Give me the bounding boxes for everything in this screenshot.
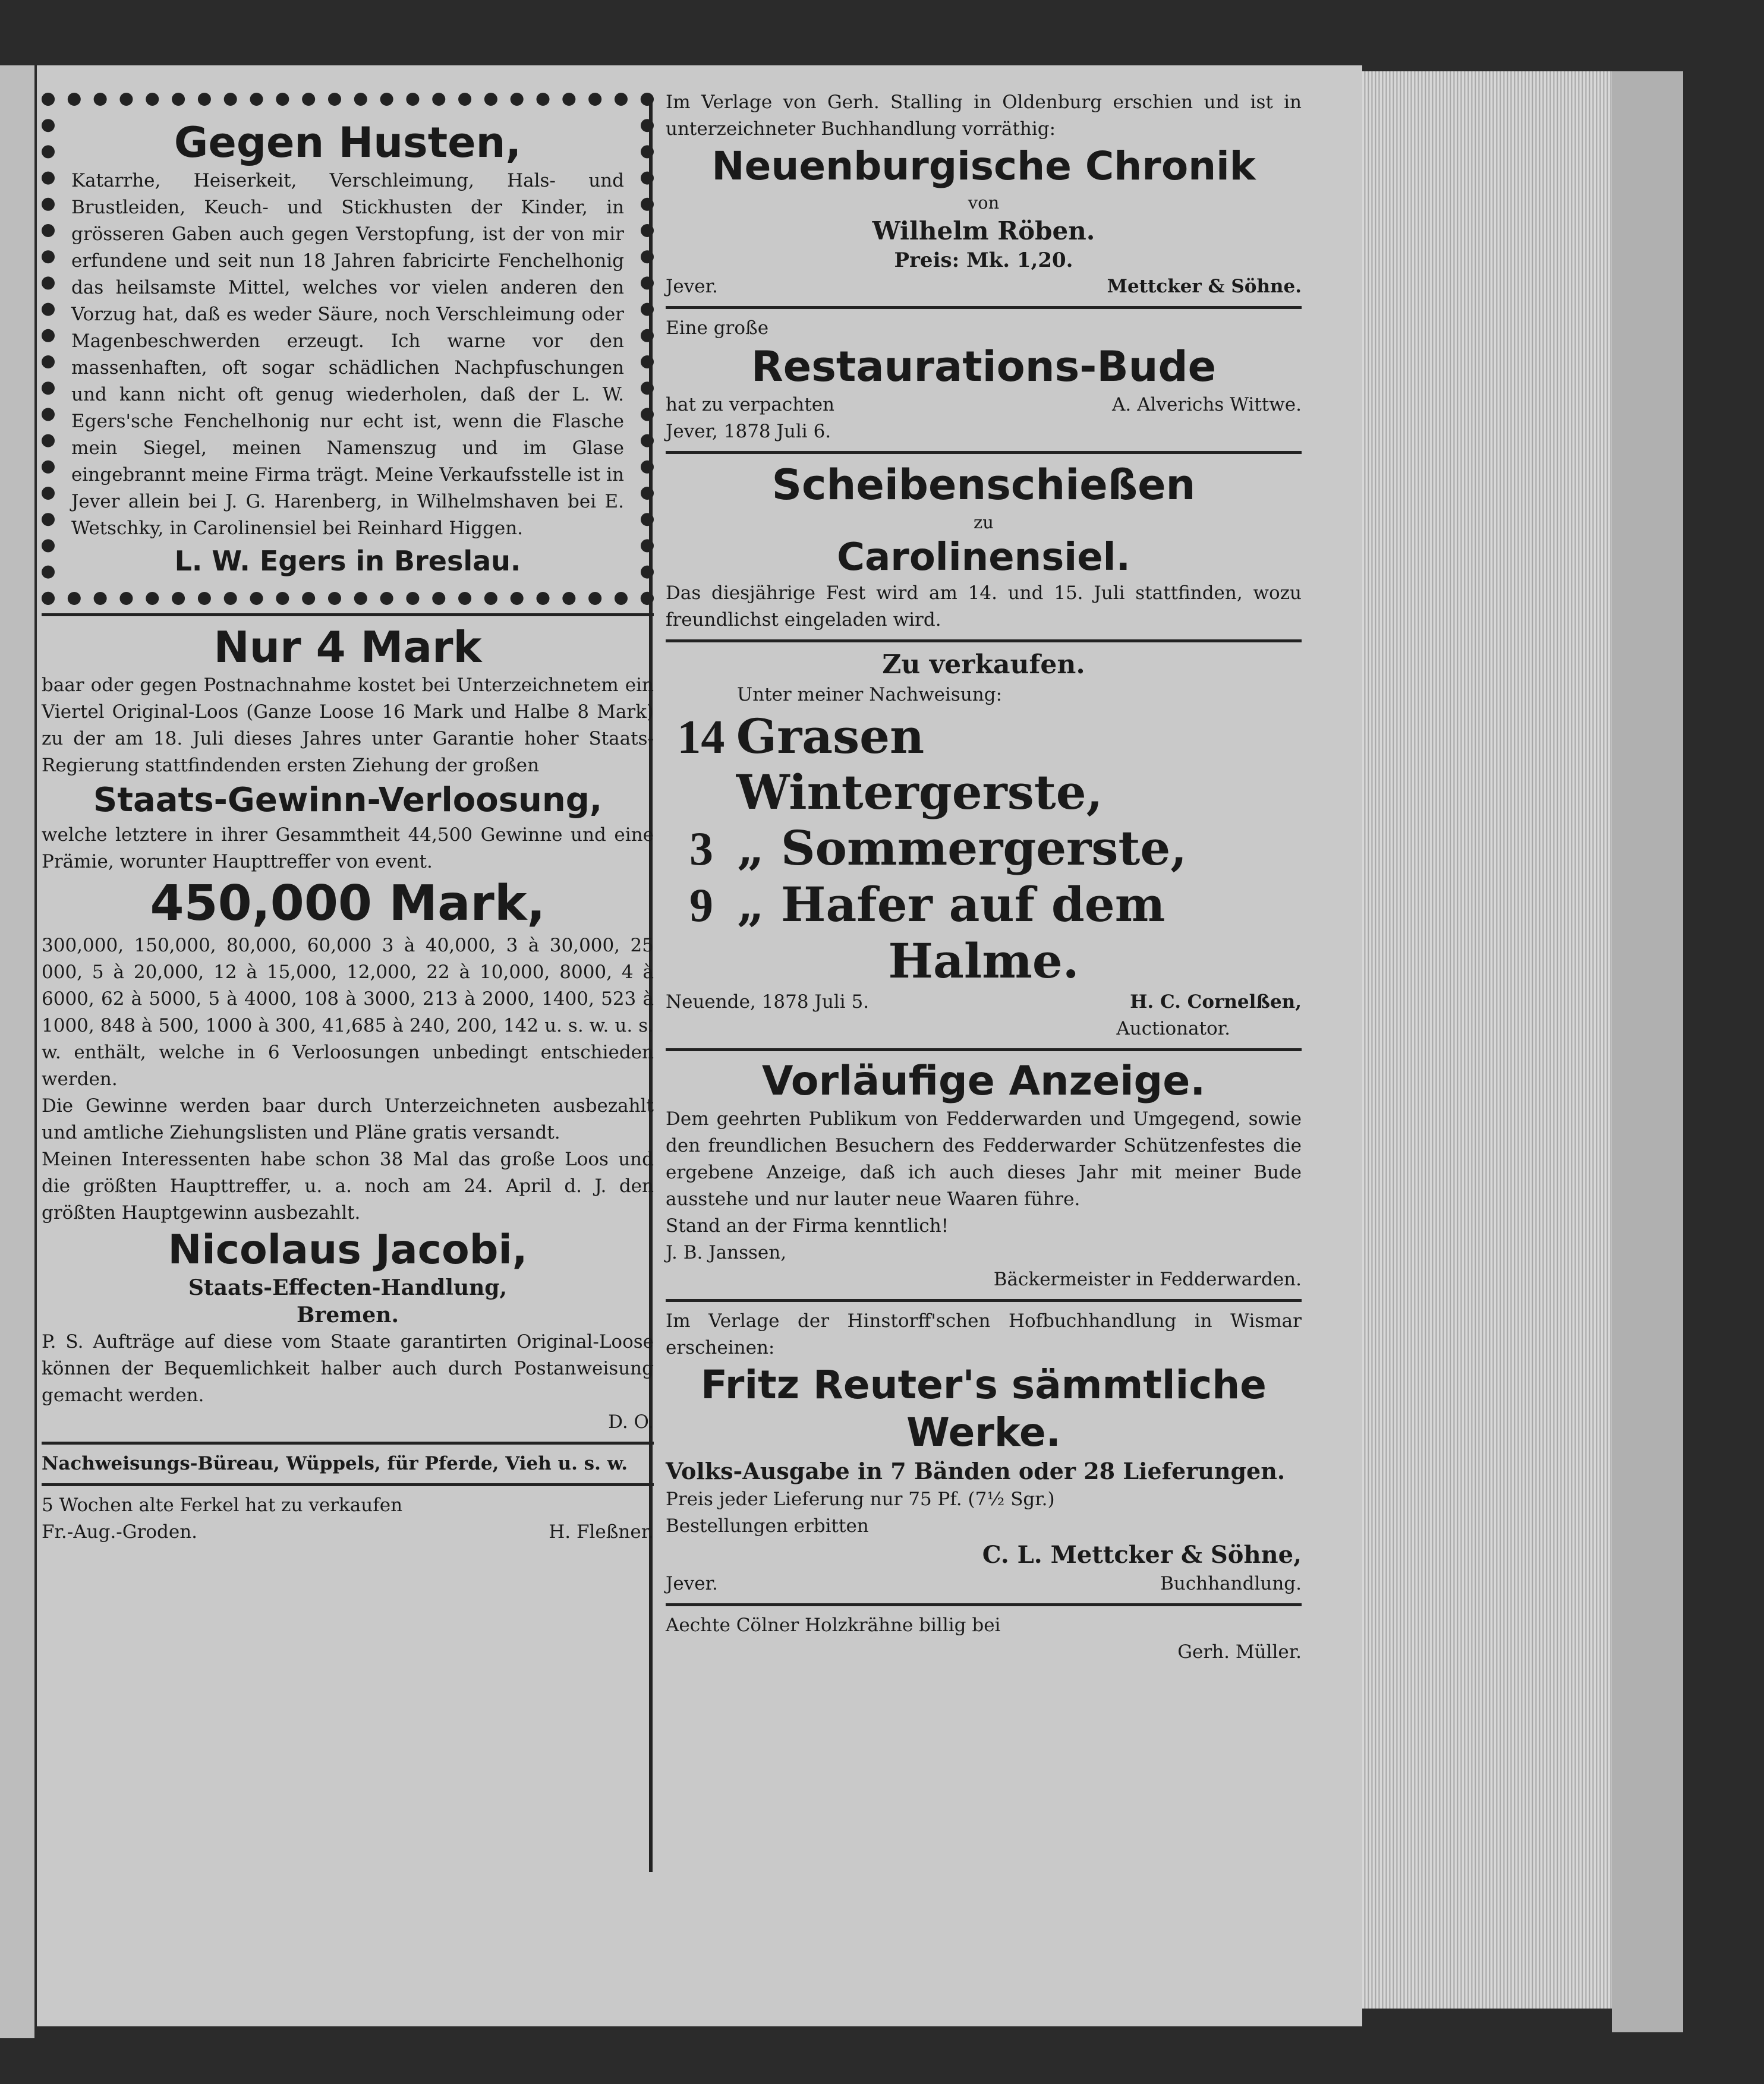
chronik-title: Neuenburgische Chronik [711,143,1256,189]
chronik-intro: Im Verlage von Gerh. Stalling in Oldenburg erschien und ist in unterzeichneter Buchhandlung vorräthig: [666,92,1302,140]
jacobi-firm: Staats-Effecten-Handlung, [188,1275,507,1300]
bude-title: Restaurations-Bude [751,342,1217,391]
separator [666,306,1302,309]
separator [666,639,1302,642]
separator [42,613,654,616]
bude-name: A. Alverichs Wittwe. [1112,394,1302,415]
reuter-order: Bestellungen erbitten [666,1515,869,1537]
reuter-footer [666,1571,1302,1597]
chronik-author: Wilhelm Röben. [872,216,1095,245]
ferkel-text: 5 Wochen alte Ferkel hat zu verkaufen [42,1495,403,1516]
vorl-name: J. B. Janssen, [666,1242,787,1263]
verkauf-item-number: 14 [677,711,725,764]
verkauf-advert [666,648,1302,1042]
bude-line [666,392,1302,418]
ferkel-footer [42,1519,654,1546]
bude-text: hat zu verpachten [666,394,835,415]
reuter-seller: C. L. Mettcker & Söhne, [982,1541,1302,1569]
scheiben-zu: zu [974,512,994,532]
jacobi-amount: 450,000 Mark, [150,875,546,932]
egers-title: Gegen Husten, [174,118,522,167]
scheiben-text: Das diesjährige Fest wird am 14. und 15. Juli stattfinden, wozu freundlichst eingeladen wird. [666,582,1302,630]
separator [666,1603,1302,1606]
egers-advert [42,93,654,605]
jacobi-subtitle: Staats-Gewinn-Verloosung, [93,781,603,819]
jacobi-ps-signature: D. O. [608,1411,654,1433]
verkauf-role: Auctionator. [1116,1018,1230,1039]
chronik-von: von [968,193,1000,213]
jacobi-prizes: 300,000, 150,000, 80,000, 60,000 3 à 40,000, 3 à 30,000, 25 000, 5 à 20,000, 12 à 15,000, 12,000, 22 à 10,000, 8000, 4 à 6000, 62 à 5000, 5 à 4000, 108 à 3000, 213 à 2000, 1400, 523 à 1000, 848 à 500, 1000 à 300, 41,685 à 240, 200, 142 u. s. w. u. s. w. enthält, welche in 6 Verloosungen unbedingt entschieden werden. [42,935,654,1090]
koelner-advert [666,1612,1302,1666]
reuter-price: Preis jeder Lieferung nur 75 Pf. (7½ Sgr.) [666,1489,1055,1510]
vorl-role: Bäckermeister in Fedderwarden. [993,1269,1302,1290]
nachweis-advert: Nachweisungs-Büreau, Wüppels, für Pferde, Vieh u. s. w. [42,1453,628,1474]
vorl-advert [666,1057,1302,1293]
reuter-sub: Volks-Ausgabe in 7 Bänden oder 28 Lieferungen. [666,1458,1286,1484]
vorl-stand: Stand an der Firma kenntlich! [666,1215,949,1237]
reuter-place: Jever. [666,1573,718,1594]
egers-signature: L. W. Egers in Breslau. [174,545,521,577]
jacobi-intro: baar oder gegen Postnachnahme kostet bei Unterzeichnetem ein Viertel Original-Loos (Ganze Loose 16 Mark und Halbe 8 Mark) zu der am 18. Juli dieses Jahres unter Garantie hoher Staats-Regierung stattfindenden ersten Ziehung der großen [42,674,654,776]
separator [666,1299,1302,1302]
verkauf-item-number: 3 [689,823,713,875]
separator [42,1483,654,1486]
scheiben-advert [666,460,1302,633]
egers-body: Katarrhe, Heiserkeit, Verschleimung, Hals- und Brustleiden, Keuch- und Stickhusten der Kinder, in grösseren Gaben auch gegen Verstopfung, ist der von mir erfundene und seit nun 18 Jahren fabricirte Fenchelhonig das heilsamste Mittel, welches vor vielen anderen den Vorzug hat, daß es weder Säure, noch Verschleimung oder Magenbeschwerden erzeugt. Ich warne vor den massenhaften, oft sogar schädlichen Nachpfuschungen und kann nicht oft genug wiederholen, daß der L. W. Egers'sche Fenchelhonig nur echt ist, wenn die Flasche mein Siegel, meinen Namenszug und im Glase eingebrannt meine Firma trägt. Meine Verkaufsstelle ist in Jever allein bei J. G. Harenberg, in Wilhelmshaven bei E. Wetschky, in Carolinensiel bei Reinhard Higgen. [71,170,624,539]
jacobi-text4: Meinen Interessenten habe schon 38 Mal das große Loos und die größten Haupttreffer, u. a. noch am 24. April d. J. den größten Hauptgewinn ausbezahlt. [42,1149,654,1224]
separator [666,1048,1302,1051]
ferkel-name: H. Fleßner. [549,1521,654,1543]
separator [42,1442,654,1445]
scheiben-place: Carolinensiel. [837,535,1130,579]
separator [666,451,1302,454]
verkauf-name: H. C. Cornelßen, [1130,991,1302,1013]
right-column [666,89,1302,1666]
verkauf-last: Halme. [888,933,1079,989]
verkauf-item-text: „ Sommergerste, [737,820,1187,876]
reuter-title: Fritz Reuter's sämmtliche [701,1362,1267,1408]
jacobi-title: Nur 4 Mark [213,622,482,672]
koelner-text: Aechte Cölner Holzkrähne billig bei [666,1615,1001,1636]
chronik-price: Preis: Mk. 1,20. [894,248,1073,272]
reuter-role: Buchhandlung. [1160,1573,1302,1594]
jacobi-advert [42,622,654,1436]
jacobi-city: Bremen. [296,1303,399,1328]
chronik-place: Jever. [666,276,718,297]
chronik-footer [666,273,1302,300]
reuter-title-works: Werke. [906,1410,1061,1455]
verkauf-item [666,708,1302,820]
ferkel-place: Fr.-Aug.-Groden. [42,1521,198,1543]
bude-intro: Eine große [666,317,769,339]
reuter-intro: Im Verlage der Hinstorff'schen Hofbuchhandlung in Wismar erscheinen: [666,1310,1302,1358]
book-cover-edge [1612,71,1683,2032]
ferkel-advert [42,1492,654,1546]
verkauf-intro: Unter meiner Nachweisung: [737,684,1003,705]
jacobi-text3: Die Gewinne werden baar durch Unterzeichneten ausbezahlt und amtliche Ziehungslisten und Pläne gratis versandt. [42,1095,654,1143]
verkauf-item-text: „ Hafer auf dem [737,877,1166,932]
scheiben-title: Scheibenschießen [771,461,1196,509]
verkauf-title: Zu verkaufen. [882,650,1085,680]
chronik-advert [666,89,1302,300]
verkauf-item [666,820,1302,877]
previous-page-edge [0,65,34,2038]
bude-date: Jever, 1878 Juli 6. [666,421,831,442]
verkauf-date: Neuende, 1878 Juli 5. [666,991,870,1013]
bude-advert [666,315,1302,445]
verkauf-item-number: 9 [689,879,713,932]
jacobi-name: Nicolaus Jacobi, [168,1227,528,1273]
verkauf-item-text: Grasen Wintergerste, [736,708,1103,820]
verkauf-footer [666,989,1302,1016]
chronik-seller: Mettcker & Söhne. [1107,276,1302,297]
jacobi-ps: P. S. Aufträge auf diese vom Staate garantirten Original-Loose können der Bequemlichkeit halber auch durch Postanweisung gemacht werden. [42,1331,654,1406]
reuter-advert [666,1308,1302,1597]
jacobi-text2: welche letztere in ihrer Gesammtheit 44,500 Gewinne und eine Prämie, worunter Haupttreffer von event. [42,824,654,872]
koelner-name: Gerh. Müller. [1177,1641,1302,1663]
left-column [42,89,654,1546]
verkauf-item [666,877,1302,933]
book-page-edges [1362,71,1612,2009]
vorl-title: Vorläufige Anzeige. [761,1058,1206,1105]
vorl-text: Dem geehrten Publikum von Fedderwarden und Umgegend, sowie den freundlichen Besuchern des Fedderwarder Schützenfestes die ergebene Anzeige, daß ich auch dieses Jahr mit meiner Bude ausstehe und nur lauter neue Waaren führe. [666,1108,1302,1210]
